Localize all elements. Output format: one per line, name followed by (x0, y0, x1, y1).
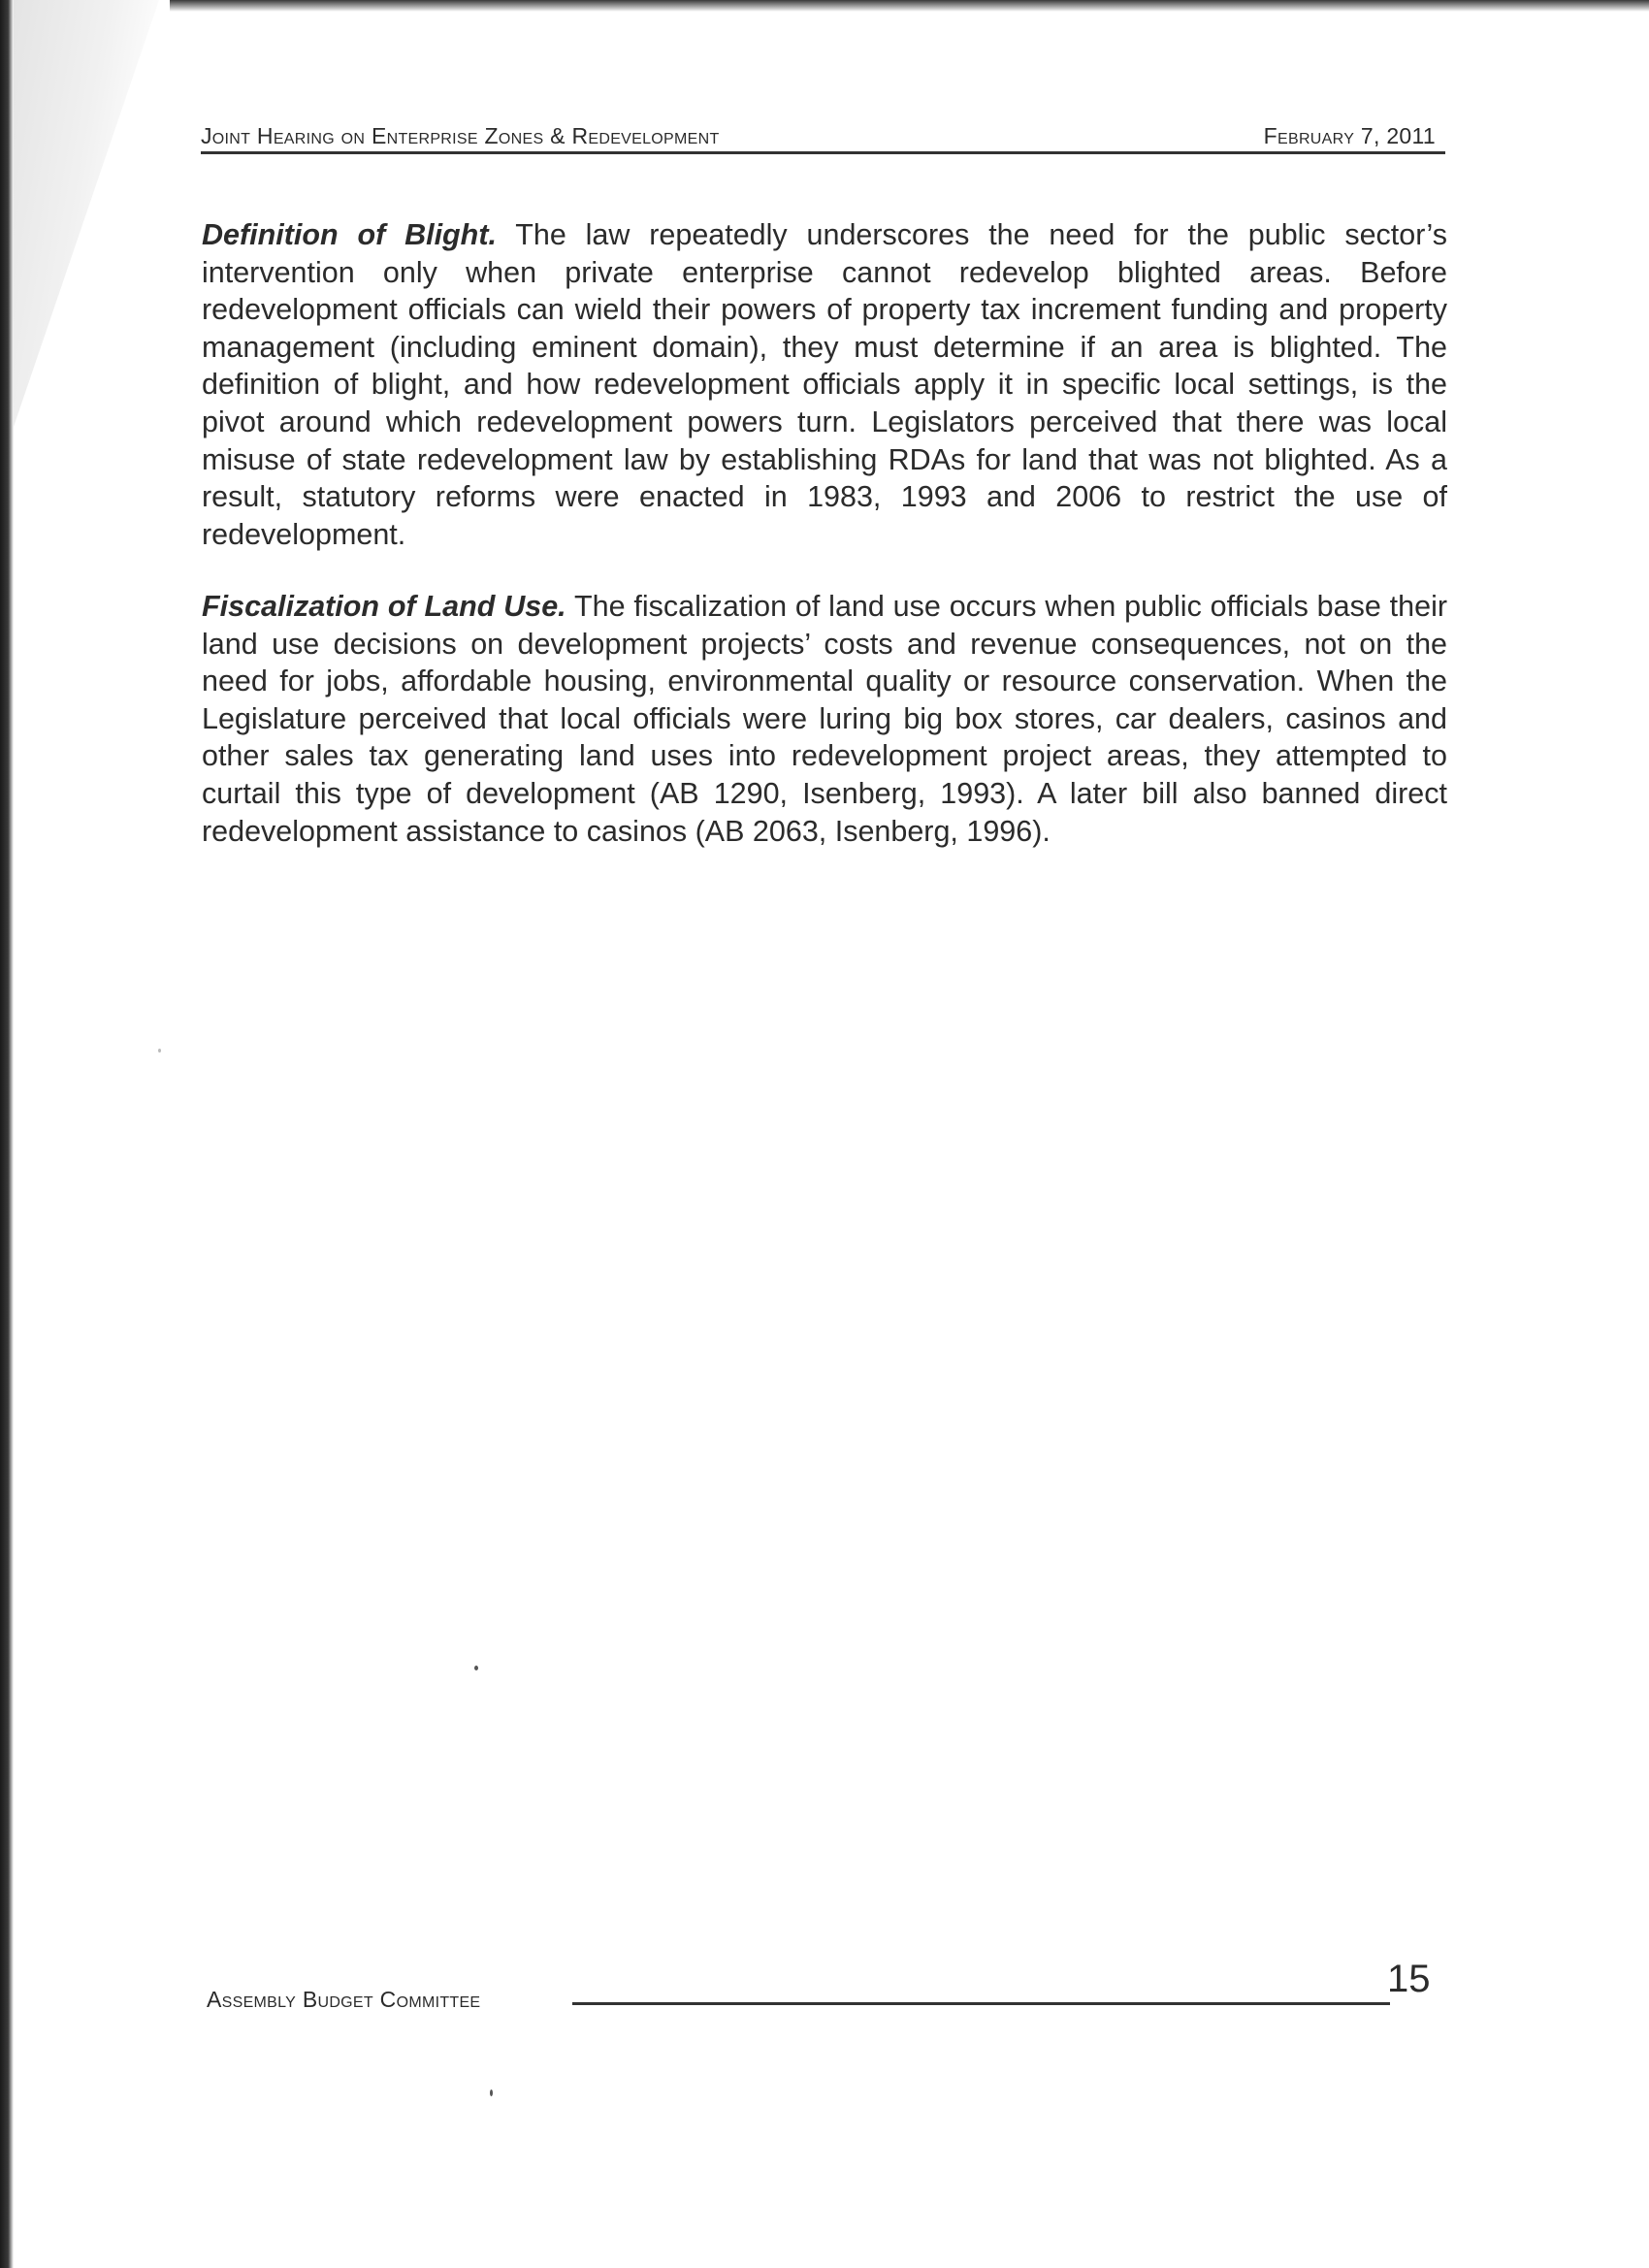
paragraph-body: The law repeatedly underscores the need for the public sector’s intervention only when private enterprise cannot redevelop blighted areas. Before redevelopment officials can wield their powers of property tax increment funding and property management (including eminent domain), they must determine if an area is blighted. The definition of blight, and how redevelopment officials apply it in specific local settings, is the pivot around which redevelopment powers turn. Legislators perceived that there was local misuse of state redevelopment law by establishing RDAs for land that was not blighted. As a result, statutory reforms were enacted in 1983, 1993 and 2006 to restrict the use of redevelopment. (202, 218, 1447, 551)
page-fold-shadow (14, 0, 159, 427)
page-number: 15 (1387, 1958, 1431, 2000)
scan-speck (474, 1666, 478, 1670)
header-date: February 7, 2011 (1263, 123, 1436, 148)
paragraph-body: The fiscalization of land use occurs when public officials base their land use decisions on development projects’ costs and revenue consequences, not on the need for jobs, affordable housing, environmental quality or resource conservation. When the Legislature perceived that local officials were luring big box stores, car dealers, casinos and other sales tax generating land uses into redevelopment project areas, they attempted to curtail this type of development (AB 1290, Isenberg, 1993). A later bill also banned direct redevelopment assistance to casinos (AB 2063, Isenberg, 1996). (202, 590, 1447, 848)
scan-speck (490, 2090, 493, 2096)
footer-rule (572, 2002, 1390, 2005)
footer-committee: Assembly Budget Committee (207, 1987, 481, 2012)
scan-left-edge (0, 0, 14, 2268)
paragraph-heading: Definition of Blight. (202, 218, 497, 251)
paragraph-definition-of-blight (202, 216, 1447, 553)
header-title: Joint Hearing on Enterprise Zones & Redevelopment (201, 123, 720, 148)
paragraph-fiscalization-of-land-use (202, 588, 1447, 850)
paragraph-heading: Fiscalization of Land Use. (202, 590, 566, 623)
running-header (201, 120, 1445, 154)
scan-speck (158, 1049, 161, 1053)
running-footer (207, 1979, 1452, 2018)
scan-top-edge (170, 0, 1649, 12)
